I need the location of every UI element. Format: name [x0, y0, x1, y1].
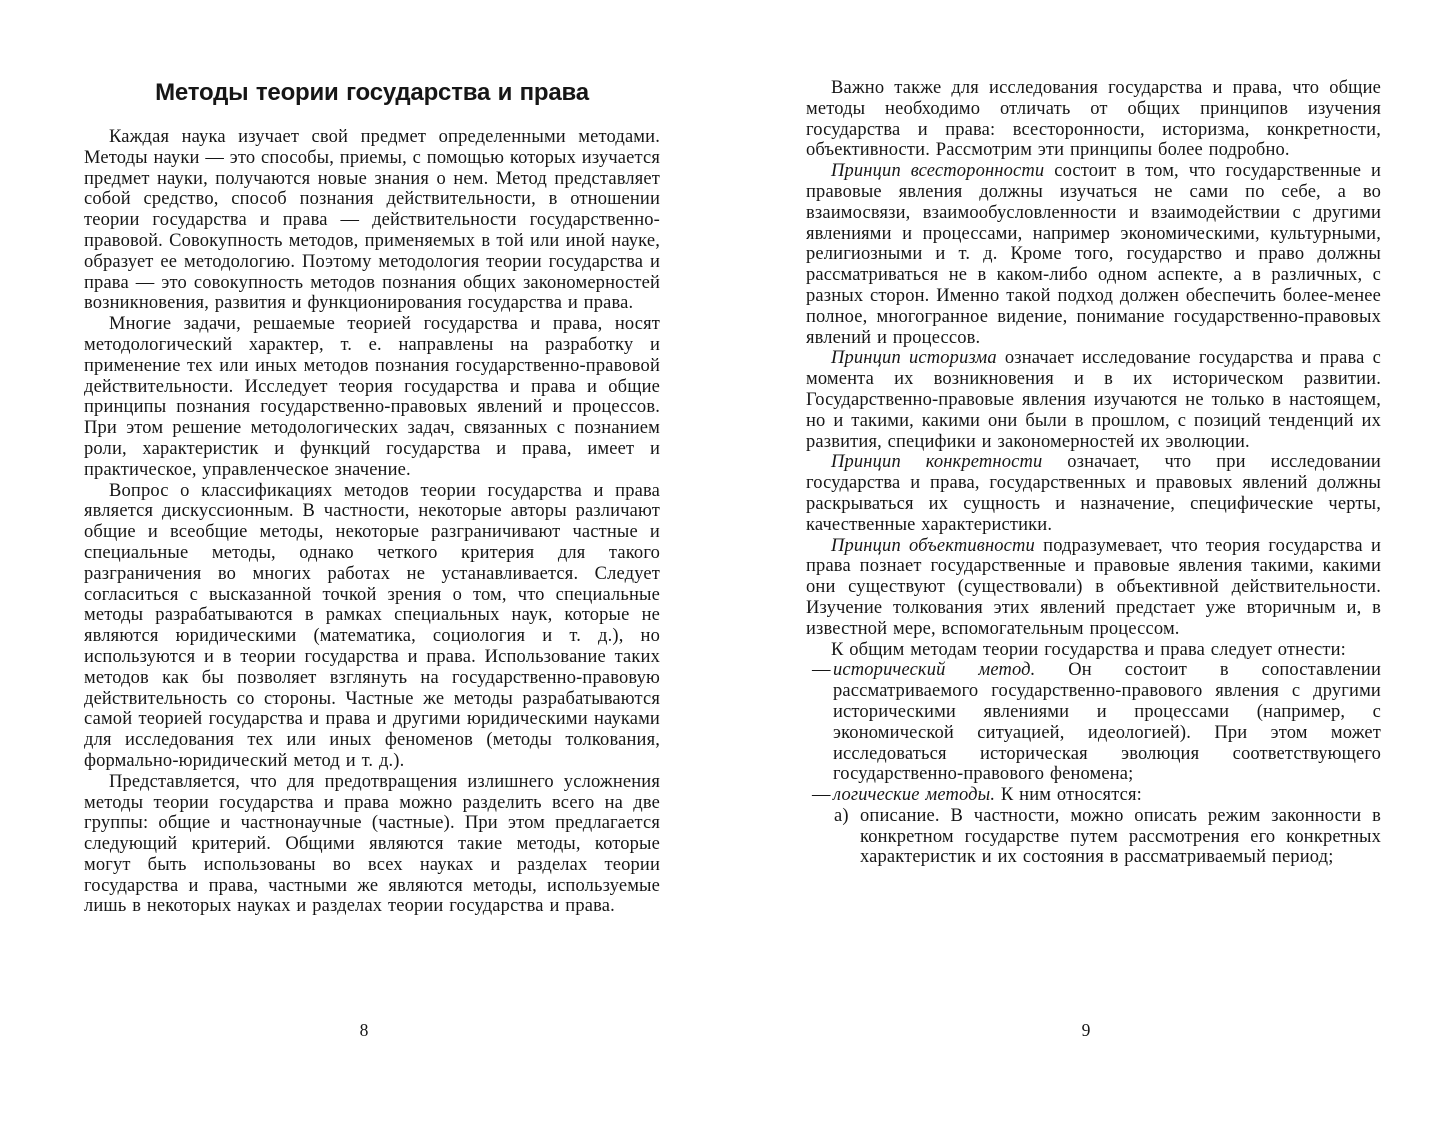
paragraph [806, 348, 1381, 452]
paragraph [84, 314, 660, 480]
text-run: означает исследование государства и права с момента их возникновения и в их историческом развитии. Государственно-правовые явления изучаются не только в настоящем, но и такими, какими они были в прошлом, с позиций тенденций их развития, специфики и закономерностей их эволюции. [806, 348, 1381, 452]
left-page-text [84, 127, 660, 917]
paragraph [84, 127, 660, 314]
paragraph [806, 640, 1381, 661]
paragraph [806, 78, 1381, 161]
text-run: Он состоит в сопоставлении рассматриваемого государственно-правового явления с другими историческими явлениями и процессами (например, с экономической ситуацией, идеологией). При этом может исследоваться историческая эволюция соответствующего государственно-правового феномена; [833, 660, 1381, 785]
italic-text-run: логические методы. [833, 785, 996, 806]
italic-text-run: Принцип объективности [831, 535, 1035, 556]
italic-text-run: исторический метод. [833, 660, 1036, 681]
list-marker: — [812, 785, 831, 806]
paragraph [84, 481, 660, 772]
right-page-text [806, 78, 1381, 868]
list-item-text [860, 806, 1381, 868]
paragraph [806, 452, 1381, 535]
paragraph [806, 536, 1381, 640]
text-run: Многие задачи, решаемые теорией государства и права, носят методологический характер, т. е. направлены на разработку и применение тех или иных методов познания государственно-правовой действительности. Исследует теория государства и права и общие принципы познания государственно-правовых явлений и процессов. При этом решение методологических задач, связанных с познанием роли, характеристик и функций государства и права, имеет и практическое, управленческое значение. [84, 314, 660, 480]
paragraph [806, 161, 1381, 348]
paragraph [84, 772, 660, 918]
dash-list-item [806, 785, 1381, 806]
italic-text-run: Принцип историзма [831, 348, 997, 369]
italic-text-run: Принцип конкретности [831, 452, 1043, 473]
text-run: Вопрос о классификациях методов теории государства и права является дискуссионным. В частности, некоторые авторы различают общие и всеобщие методы, некоторые разграничивают частные и специальные методы, однако четкого критерия для такого разграничения во многих работах не устанавливается. Следует согласиться с высказанной точкой зрения о том, что специальные методы разрабатываются в рамках специальных наук, которые не являются юридическими (математика, социология и т. д.), но используются и в теории государства и права. Использование таких методов как бы позволяет взглянуть на государственно-правовую действительность со стороны. Частные же методы разрабатываются самой теорией государства и права и другими юридическими науками для исследования тех или иных феноменов (методы толкования, формально-юридический метод и т. д.). [84, 480, 660, 771]
alpha-list-item [806, 806, 1381, 868]
dash-list-item [806, 660, 1381, 785]
text-run: К общим методам теории государства и права следует отнести: [831, 639, 1346, 660]
text-run: Важно также для исследования государства и права, что общие методы необходимо отличать от общих принципов изучения государства и права: всесторонности, историзма, конкретности, объективности. Рассмотрим эти принципы более подробно. [806, 78, 1381, 161]
text-run: состоит в том, что государственные и правовые явления должны изучаться не сами по себе, а во взаимосвязи, взаимообусловленности и взаимодействии с другими явлениями и процессами, например экономическими, культурными, религиозными и т. д. Кроме того, государство и право должны рассматриваться не в каком-либо одном аспекте, а в различных, с разных сторон. Именно такой подход должен обеспечить более-менее полное, многогранное видение, понимание государственно-правовых явлений и процессов. [806, 161, 1381, 348]
text-run: описание. В частности, можно описать режим законности в конкретном государстве путем рассмотрения его конкретных характеристик и их состояния в рассматриваемый период; [860, 805, 1381, 868]
text-run: означает, что при исследовании государства и права, государственных и правовых явлений должны раскрываться их сущность и назначение, специфические черты, качественные характеристики. [806, 452, 1381, 535]
right-page [806, 78, 1381, 868]
text-run: подразумевает, что теория государства и права познает государственные и правовые явления такими, какими они существуют (существовали) в объективной действительности. Изучение толкования этих явлений предстает уже вторичным и, в известной мере, вспомогательным процессом. [806, 535, 1381, 639]
list-item-text [833, 785, 1381, 806]
chapter-title: Методы теории государства и права [155, 79, 589, 106]
text-run: Каждая наука изучает свой предмет определенными методами. Методы науки — это способы, приемы, с помощью которых изучается предмет науки, получаются новые знания о нем. Метод представляет собой средство, способ познания действительности, в отношении теории государства и права — действительности государственно-правовой. Совокупность методов, применяемых в той или иной науке, образует ее методологию. Поэтому методология теории государства и права — это совокупность методов познания общих закономерностей возникновения, развития и функционирования государства и права. [84, 127, 660, 314]
italic-text-run: Принцип всесторонности [831, 161, 1045, 182]
list-marker: — [812, 660, 831, 681]
list-marker: а) [834, 805, 849, 826]
page-number-left: 8 [359, 1020, 369, 1040]
page-number-right: 9 [1081, 1020, 1091, 1040]
left-page [84, 78, 660, 917]
text-run: К ним относятся: [995, 785, 1142, 806]
list-item-text [833, 660, 1381, 785]
text-run: Представляется, что для предотвращения излишнего усложнения методы теории государства и права можно разделить всего на две группы: общие и частнонаучные (частные). При этом предлагается следующий критерий. Общими являются такие методы, которые могут быть использованы во всех науках и разделах теории государства и права, частными же являются методы, используемые лишь в некоторых науках и разделах теории государства и права. [84, 771, 660, 917]
